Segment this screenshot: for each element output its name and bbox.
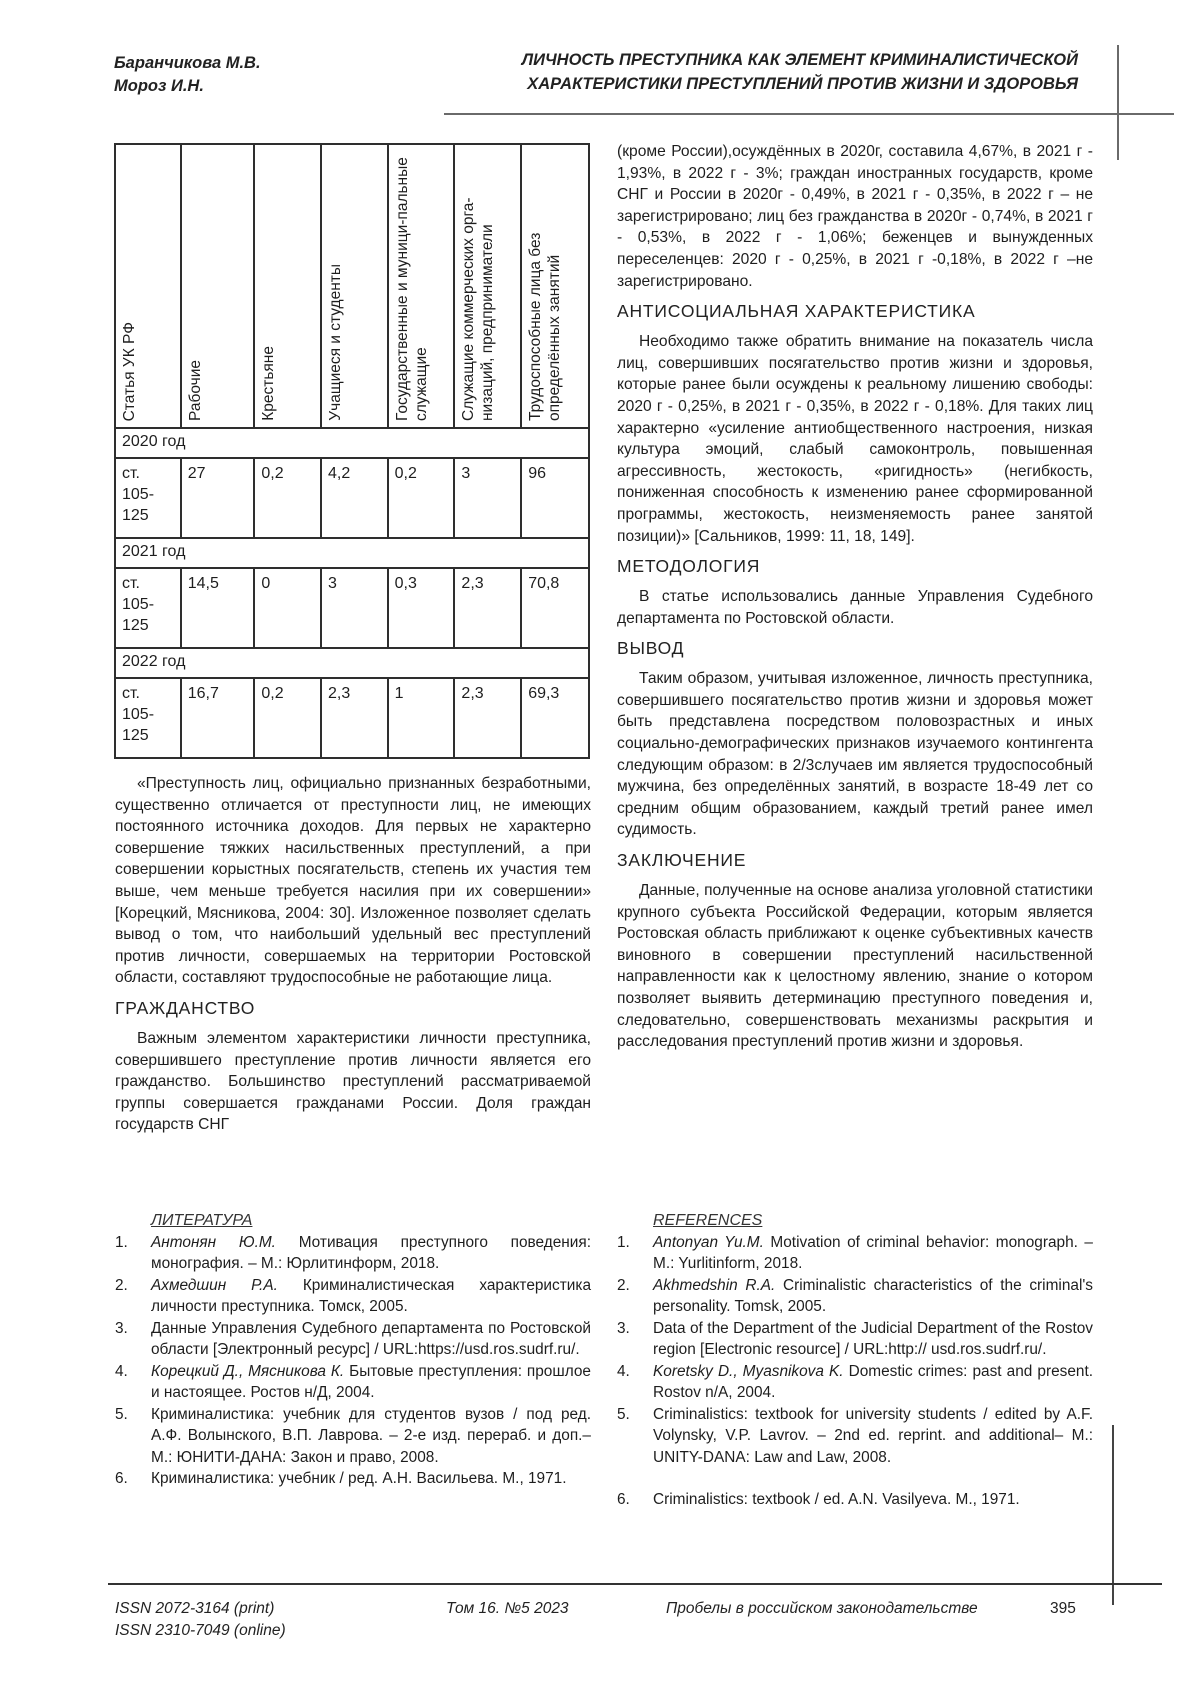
citizenship-paragraph: Важным элементом характеристики личности преступника, совершившего преступление против личности является его гражданство. Большинство преступлений рассматриваемой группы совершается гражданами России. Доля граждан государств СНГ [115, 1029, 591, 1134]
value-cell: 0,2 [254, 678, 321, 758]
column-header: Крестьяне [254, 144, 321, 428]
value-cell: 16,7 [181, 678, 255, 758]
reference-item: 1. Antonyan Yu.M. Motivation of criminal behavior: monograph. – M.: Yurlitinform, 2018. [617, 1233, 1093, 1272]
column-header: Государственные и муници-пальные служащие [388, 144, 455, 428]
section-heading-antisocial: АНТИСОЦИАЛЬНАЯ ХАРАКТЕРИСТИКА [617, 301, 976, 322]
column-header: Служащие коммерческих орга-низаций, предприниматели [454, 144, 521, 428]
value-cell: 2,3 [321, 678, 388, 758]
references-title: REFERENCES [653, 1212, 763, 1229]
footer-journal-name: Пробелы в российском законодательстве [666, 1600, 978, 1617]
page-number: 395 [1050, 1600, 1076, 1617]
article-cell: ст. 105-125 [115, 568, 181, 648]
reference-item: 4. Koretsky D., Myasnikova K. Domestic crimes: past and present. Rostov n/A, 2004. [617, 1362, 1093, 1401]
value-cell: 0 [254, 568, 321, 648]
reference-item: 3. Data of the Department of the Judicial Department of the Rostov region [Electronic resource] / URL:http:// usd.ros.sudrf.ru/. [617, 1319, 1093, 1358]
value-cell: 0,2 [388, 458, 455, 538]
reference-item: 6. Criminalistics: textbook / ed. A.N. Vasilyeva. M., 1971. [617, 1491, 1020, 1508]
value-cell: 70,8 [521, 568, 589, 648]
antisocial-paragraph: Необходимо также обратить внимание на показатель числа лиц, совершивших посягательство против жизни и здоровья, которые ранее были осуждены к реальному лишению свободы: 2020 г - 0,25%, в 2021 г - 0,35%, в 2022 г - 0,18%. Для таких лиц характерно «усиление антиобщественного настроения, низкая культура эмоций, слабый самоконтроль, повышенная агрессивность, жестокость, «ригидность» (негибкость, пониженная способность к изменению ранее сформированной программы, жестокость, неизменяемость ранее занятой позиции)» [Сальников, 1999: 11, 18, 149]. [617, 333, 1093, 545]
issn-online: ISSN 2310-7049 (online) [115, 1622, 286, 1639]
article-cell: ст. 105-125 [115, 678, 181, 758]
table-year-row: 2022 год [115, 648, 589, 678]
article-authors [114, 52, 261, 98]
reference-item: 5. Criminalistics: textbook for university students / edited by A.F. Volynsky, V.P. Lavrov. – 2nd ed. reprint. and additional– M.: UNITY-DANA: Law and Law, 2008. [617, 1405, 1093, 1466]
literature-title: ЛИТЕРАТУРА [151, 1212, 253, 1229]
value-cell: 14,5 [181, 568, 255, 648]
table-year-row: 2021 год [115, 538, 589, 568]
column-header: Рабочие [181, 144, 255, 428]
table-year-row: 2020 год [115, 428, 589, 458]
value-cell: 4,2 [321, 458, 388, 538]
methodology-paragraph: В статье использовались данные Управления Судебного департамента по Ростовской области. [617, 588, 1093, 627]
author-name: Баранчикова М.В. [114, 54, 261, 72]
left-column [115, 773, 591, 1136]
quote-paragraph: «Преступность лиц, официально признанных безработными, существенно отличается от преступности лиц, не имеющих постоянного источника доходов. Для первых не характерно совершение тяжких насильственных преступлений, а при совершении корыстных посягательств, степень их участия тем выше, чем меньше требуется насилия при их совершении» [Корецкий, Мясникова, 2004: 30]. Изложенное позволяет сделать вывод о том, что наибольший удельный вес преступлений против личности, совершаемых на территории Ростовской области, составляют трудоспособные не работающие лица. [115, 775, 591, 987]
value-cell: 0,3 [388, 568, 455, 648]
section-heading-summary: ЗАКЛЮЧЕНИЕ [617, 850, 747, 871]
header-divider [444, 113, 1174, 115]
right-column [617, 141, 1093, 1053]
value-cell: 0,2 [254, 458, 321, 538]
conclusion-paragraph: Таким образом, учитывая изложенное, личность преступника, совершившего посягательство против жизни и здоровья может быть представлена посредством половозрастных и иных социально-демографических признаков изучаемого контингента следующим образом: в 2/3случаев им является трудоспособный мужчина, без определённых занятий, в возрасте 18-49 лет со средним общим образованием, каждый третий ранее имел судимость. [617, 670, 1093, 839]
table-row [115, 678, 589, 758]
value-cell: 96 [521, 458, 589, 538]
table-header-row [115, 144, 589, 428]
reference-item: 2. Akhmedshin R.A. Criminalistic characteristics of the criminal's personality. Tomsk, 2005. [617, 1276, 1093, 1315]
crop-mark-bottom [1112, 1425, 1114, 1605]
reference-item: 4. Корецкий Д., Мясникова К. Бытовые преступления: прошлое и настоящее. Ростов н/Д, 2004. [115, 1362, 591, 1401]
issn-print: ISSN 2072-3164 (print) [115, 1600, 275, 1617]
table-row [115, 458, 589, 538]
value-cell: 27 [181, 458, 255, 538]
author-name: Мороз И.Н. [114, 77, 204, 95]
value-cell: 2,3 [454, 568, 521, 648]
literature-list [115, 1210, 591, 1490]
column-header: Статья УК РФ [115, 144, 181, 428]
section-heading-methodology: МЕТОДОЛОГИЯ [617, 556, 761, 577]
spacer [617, 1468, 1093, 1489]
reference-item: 3. Данные Управления Судебного департамента по Ростовской области [Электронный ресурс] / URL:https://usd.ros.sudrf.ru/. [115, 1319, 591, 1358]
article-cell: ст. 105-125 [115, 458, 181, 538]
references-list [617, 1210, 1093, 1511]
section-heading-citizenship: ГРАЖДАНСТВО [115, 997, 256, 1018]
footer-volume: Том 16. №5 2023 [446, 1600, 569, 1617]
column-header: Трудоспособные лица без определённых занятий [521, 144, 589, 428]
continuation-paragraph: (кроме России),осуждённых в 2020г, составила 4,67%, в 2021 г - 1,93%, в 2022 г - 3%; граждан иностранных государств, кроме СНГ и России в 2020г - 0,49%, в 2021 г - 0,35%, в 2022 г – не зарегистрировано; лиц без гражданства в 2020г - 0,74%, в 2021 г - 0,53%, в 2022 г - 1,06%; беженцев и вынужденных переселенцев: 2020 г - 0,25%, в 2021 г -0,18%, в 2022 г –не зарегистрировано. [617, 143, 1093, 290]
occupation-table [114, 143, 590, 759]
column-header: Учащиеся и студенты [321, 144, 388, 428]
table-row [115, 568, 589, 648]
value-cell: 69,3 [521, 678, 589, 758]
running-title-line: ХАРАКТЕРИСТИКИ ПРЕСТУПЛЕНИЙ ПРОТИВ ЖИЗНИ И ЗДОРОВЬЯ [527, 75, 1078, 93]
section-heading-conclusion: ВЫВОД [617, 638, 685, 659]
reference-item: 1. Антонян Ю.М. Мотивация преступного поведения: монография. – М.: Юрлитинформ, 2018. [115, 1233, 591, 1272]
crop-mark-top [1117, 45, 1119, 160]
reference-item: 2. Ахмедшин Р.А. Криминалистическая характеристика личности преступника. Томск, 2005. [115, 1276, 592, 1315]
value-cell: 1 [388, 678, 455, 758]
value-cell: 3 [454, 458, 521, 538]
running-title [428, 48, 1078, 96]
footer-issn [115, 1598, 286, 1642]
summary-paragraph: Данные, полученные на основе анализа уголовной статистики крупного субъекта Российской Федерации, которым является Ростовская область приближают к оценке субъективных качеств виновного в совершении преступлений насильственной направленности как к целостному явлению, знание о котором позволяет выявить детерминацию преступного поведения и, следовательно, совершенствовать механизмы раскрытия и расследования преступлений против жизни и здоровья. [617, 882, 1093, 1051]
running-title-line: ЛИЧНОСТЬ ПРЕСТУПНИКА КАК ЭЛЕМЕНТ КРИМИНАЛИСТИЧЕСКОЙ [521, 51, 1078, 69]
value-cell: 2,3 [454, 678, 521, 758]
reference-item: 6. Криминалистика: учебник / ред. А.Н. Васильева. М., 1971. [115, 1470, 567, 1487]
value-cell: 3 [321, 568, 388, 648]
footer-divider [108, 1583, 1162, 1585]
reference-item: 5. Криминалистика: учебник для студентов вузов / под ред. А.Ф. Волынского, В.П. Лаврова. – 2-е изд. перераб. и доп.– М.: ЮНИТИ-ДАНА: Закон и право, 2008. [115, 1405, 591, 1466]
